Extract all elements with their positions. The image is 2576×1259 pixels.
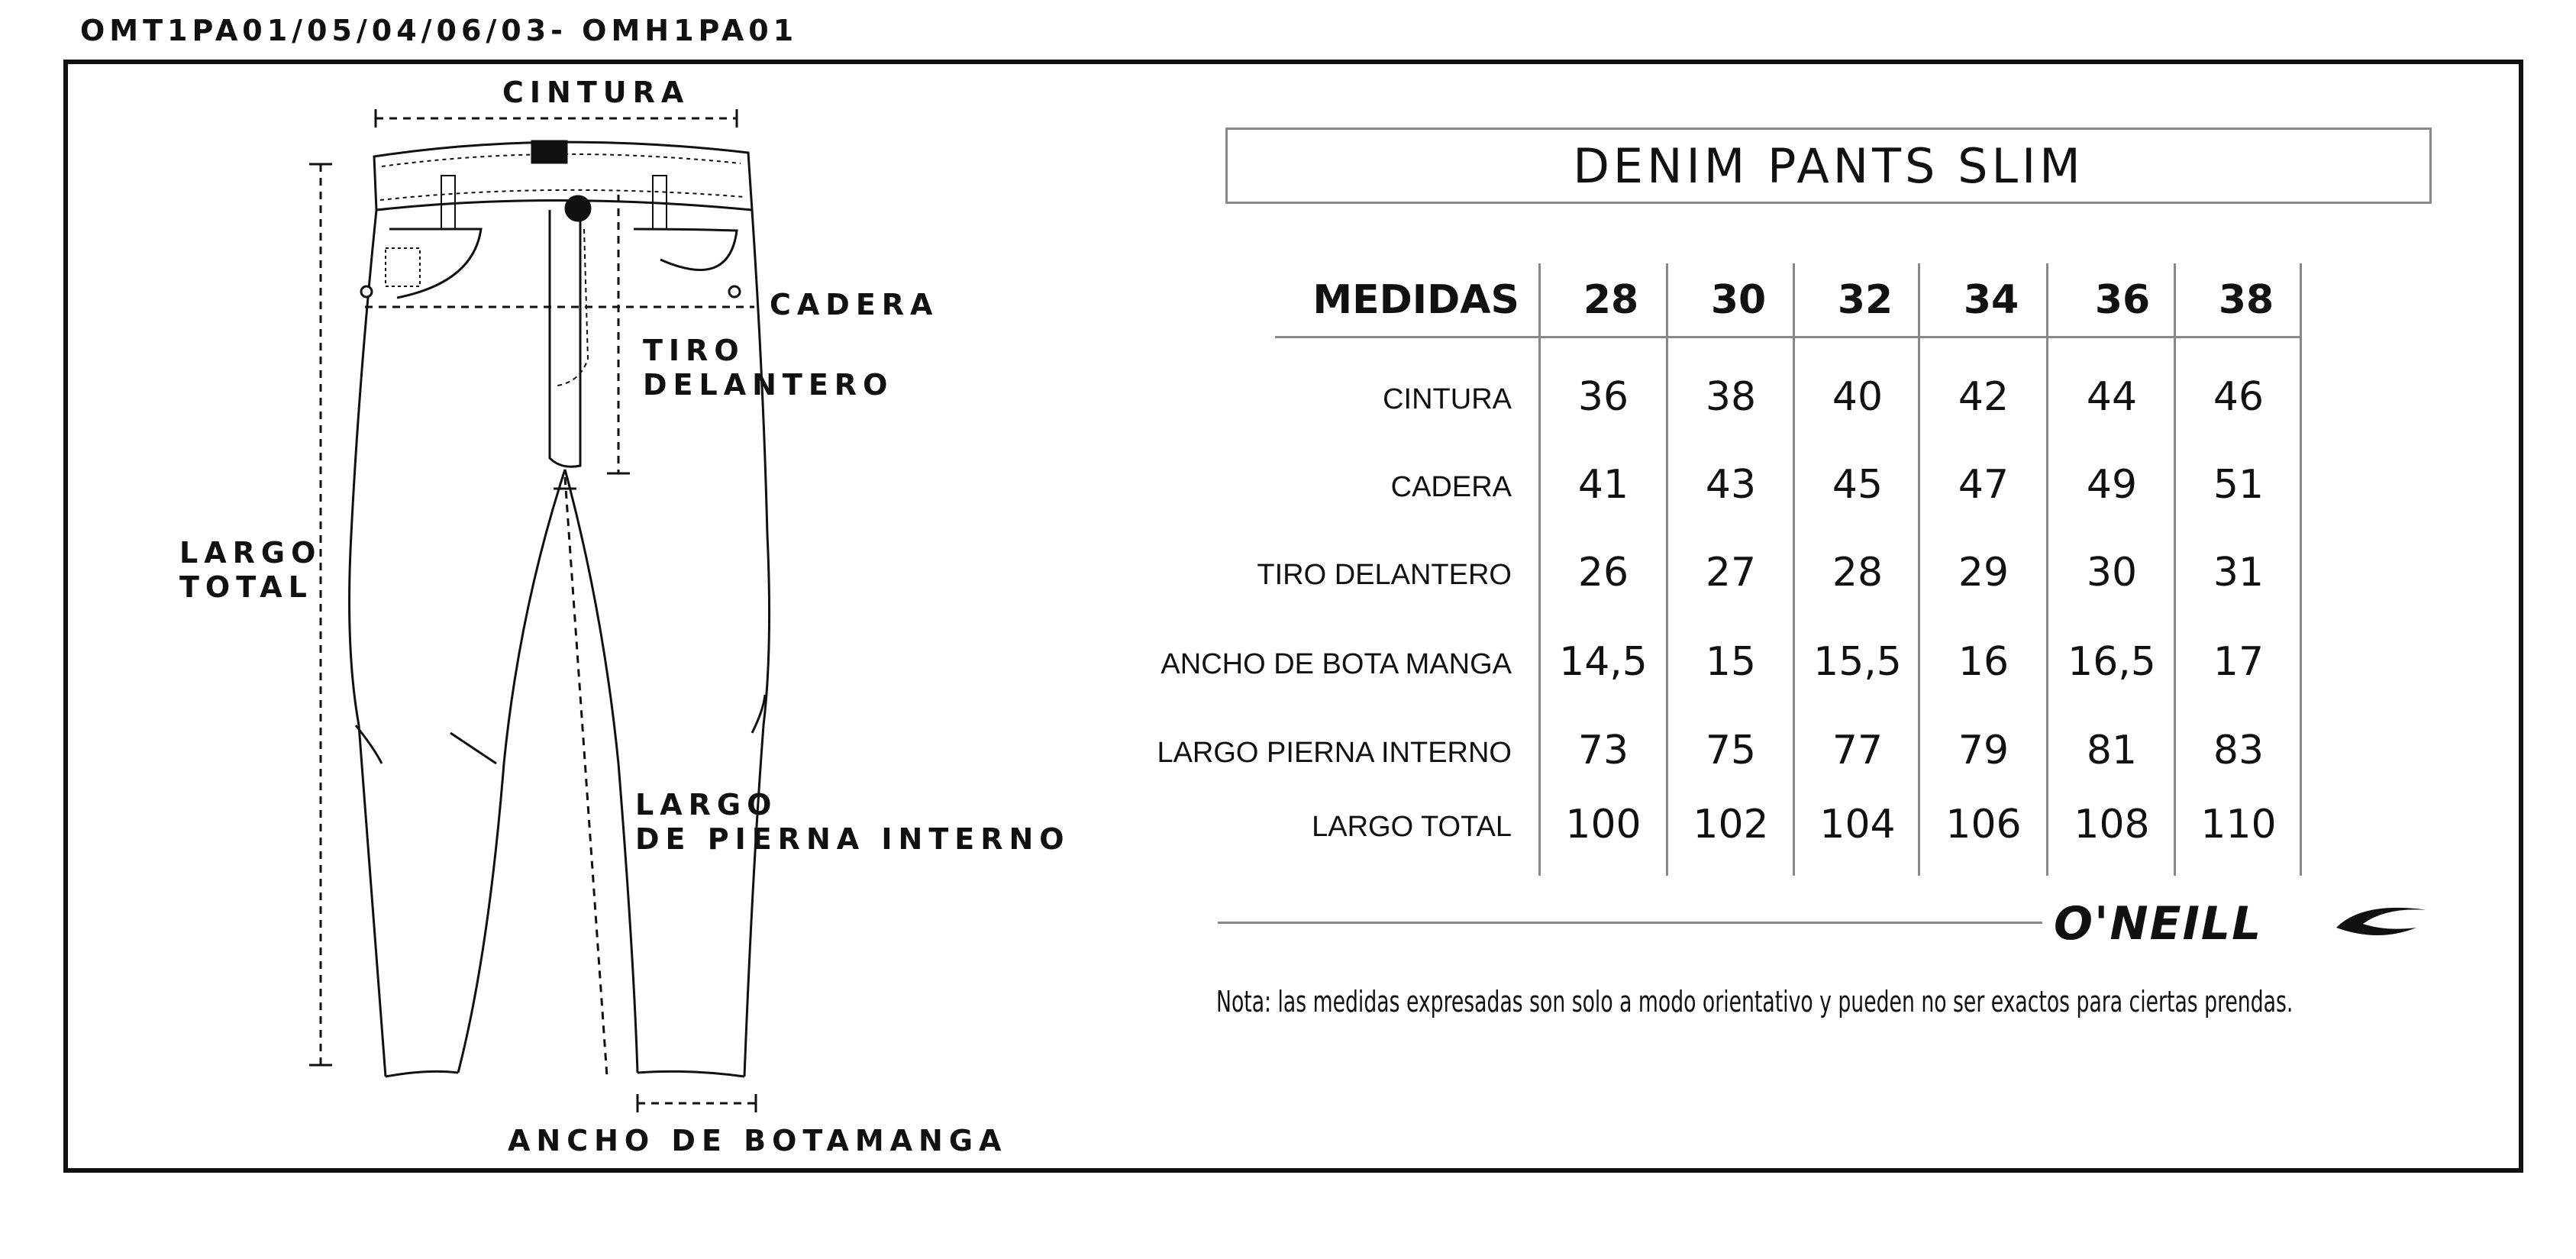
pants-diagram <box>0 0 1069 1259</box>
col-divider <box>1538 263 1541 876</box>
table-cell: 41 <box>1577 462 1629 508</box>
table-cell: 49 <box>2086 462 2138 508</box>
table-cell: 81 <box>2086 728 2138 773</box>
size-38: 38 <box>2218 277 2274 323</box>
table-cell: 40 <box>1832 374 1884 420</box>
table-cell: 29 <box>1958 550 2009 596</box>
table-cell: 16,5 <box>2068 639 2156 685</box>
col-divider <box>1793 263 1795 876</box>
wave-logo-icon <box>2332 901 2432 943</box>
col-divider <box>2174 263 2176 876</box>
inner-leg-left <box>458 470 565 1073</box>
row-label: LARGO TOTAL <box>1312 811 1512 843</box>
table-cell: 46 <box>2213 374 2264 420</box>
col-divider <box>1666 263 1668 876</box>
col-divider <box>2300 263 2302 876</box>
table-cell: 43 <box>1705 462 1757 508</box>
label-cadera: CADERA <box>770 288 939 321</box>
row-label: CADERA <box>1390 471 1512 503</box>
row-label: LARGO PIERNA INTERNO <box>1157 737 1512 769</box>
brand-logo: O'NEILL <box>2054 897 2263 951</box>
table-cell: 45 <box>1832 462 1884 508</box>
label-cintura: CINTURA <box>502 76 690 109</box>
table-cell: 77 <box>1832 728 1884 773</box>
table-cell: 47 <box>1958 462 2009 508</box>
table-cell: 17 <box>2213 639 2264 685</box>
table-cell: 30 <box>2086 550 2138 596</box>
title-box <box>1225 128 2432 204</box>
table-cell: 83 <box>2213 728 2264 773</box>
size-32: 32 <box>1837 277 1893 323</box>
table-cell: 14,5 <box>1559 639 1648 685</box>
table-cell: 110 <box>2200 802 2277 847</box>
inner-leg-right <box>565 470 638 1073</box>
footer-rule <box>1218 922 2042 924</box>
table-cell: 15 <box>1705 639 1757 685</box>
page-title: DENIM PANTS SLIM <box>1573 137 2084 194</box>
table-cell: 42 <box>1958 374 2009 420</box>
col-divider <box>2046 263 2048 876</box>
size-34: 34 <box>1963 277 2019 323</box>
row-label: CINTURA <box>1383 383 1512 415</box>
row-label: TIRO DELANTERO <box>1257 559 1512 591</box>
table-cell: 36 <box>1577 374 1629 420</box>
table-cell: 106 <box>1945 802 2022 847</box>
size-28: 28 <box>1583 277 1639 323</box>
header-rule <box>1275 336 2302 338</box>
table-cell: 31 <box>2213 550 2264 596</box>
table-cell: 44 <box>2086 374 2138 420</box>
table-cell: 104 <box>1819 802 1896 847</box>
table-cell: 100 <box>1565 802 1641 847</box>
row-label: ANCHO DE BOTA MANGA <box>1160 648 1512 680</box>
product-code: OMT1PA01/05/04/06/03- OMH1PA01 <box>80 14 799 47</box>
disclaimer-note: Nota: las medidas expresadas son solo a modo orientativo y pueden no ser exactos para ciertas prendas. <box>1216 985 2294 1018</box>
label-largo-pierna-line2: DE PIERNA INTERNO <box>635 822 1070 856</box>
left-pocket <box>389 229 481 298</box>
label-tiro-line1: TIRO <box>643 334 745 367</box>
label-largo-pierna-line1: LARGO <box>635 788 778 822</box>
table-cell: 16 <box>1958 639 2009 685</box>
table-cell: 26 <box>1577 550 1629 596</box>
table-cell: 73 <box>1577 728 1629 773</box>
label-tiro-line2: DELANTERO <box>643 368 894 402</box>
table-cell: 75 <box>1705 728 1757 773</box>
table-cell: 27 <box>1705 550 1757 596</box>
table-cell: 79 <box>1958 728 2009 773</box>
table-cell: 102 <box>1693 802 1769 847</box>
table-header-medidas: MEDIDAS <box>1312 277 1519 323</box>
table-cell: 38 <box>1705 374 1757 420</box>
size-36: 36 <box>2094 277 2151 323</box>
table-cell: 15,5 <box>1813 639 1902 685</box>
right-leg-outline <box>744 210 770 1077</box>
label-ancho-botamanga: ANCHO DE BOTAMANGA <box>508 1124 1008 1157</box>
left-leg-outline <box>350 210 386 1077</box>
table-cell: 28 <box>1832 550 1884 596</box>
table-cell: 51 <box>2213 462 2264 508</box>
label-largo-total-line1: LARGO <box>179 536 322 570</box>
label-largo-total-line2: TOTAL <box>179 570 313 604</box>
table-cell: 108 <box>2074 802 2150 847</box>
size-30: 30 <box>1710 277 1767 323</box>
